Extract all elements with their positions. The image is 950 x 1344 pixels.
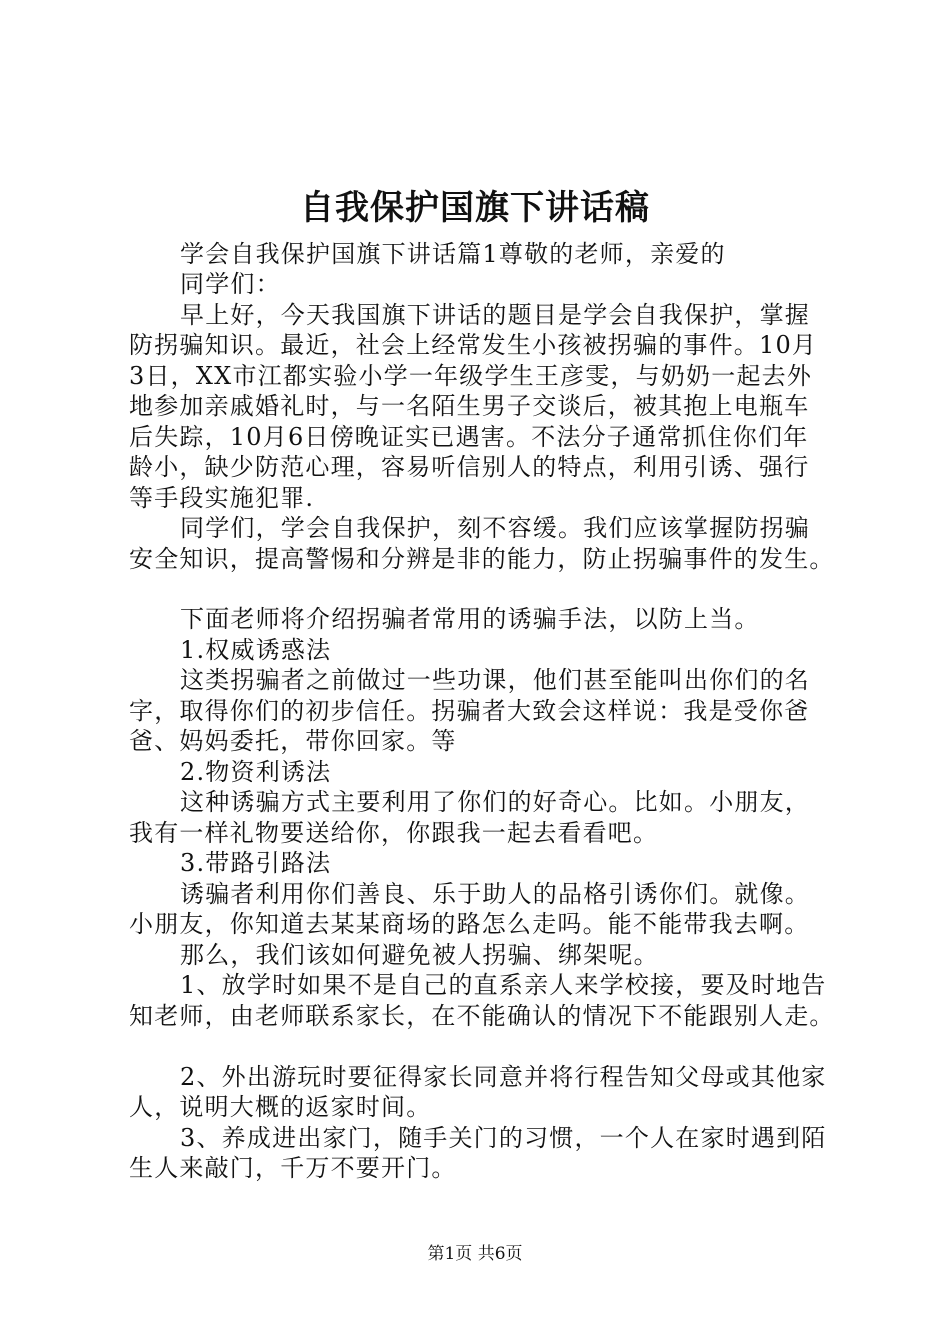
body-line: 爸、妈妈委托，带你回家。等 bbox=[129, 727, 457, 755]
body-line: 1、放学时如果不是自己的直系亲人来学校接，要及时地告 bbox=[180, 971, 827, 999]
body-line: 早上好，今天我国旗下讲话的题目是学会自我保护，掌握 bbox=[180, 301, 810, 329]
body-line: 同学们，学会自我保护，刻不容缓。我们应该掌握防拐骗 bbox=[180, 514, 810, 542]
section-heading: 3.带路引路法 bbox=[180, 849, 332, 877]
page-footer: 第1页 共6页 bbox=[427, 1244, 523, 1264]
document-title: 自我保护国旗下讲话稿 bbox=[300, 188, 650, 228]
body-line: 知老师，由老师联系家长，在不能确认的情况下不能跟别人走。 bbox=[129, 1002, 835, 1030]
body-line: 下面老师将介绍拐骗者常用的诱骗手法，以防上当。 bbox=[180, 605, 760, 633]
body-line: 生人来敲门，千万不要开门。 bbox=[129, 1154, 457, 1182]
body-line: 这种诱骗方式主要利用了你们的好奇心。比如。小朋友， bbox=[180, 788, 810, 816]
body-line: 学会自我保护国旗下讲话篇1尊敬的老师，亲爱的 bbox=[180, 240, 726, 268]
body-line: 人，说明大概的返家时间。 bbox=[129, 1093, 432, 1121]
body-line: 诱骗者利用你们善良、乐于助人的品格引诱你们。就像。 bbox=[180, 880, 810, 908]
body-line: 地参加亲戚婚礼时，与一名陌生男子交谈后，被其抱上电瓶车 bbox=[129, 392, 810, 420]
body-line: 3日，XX市江都实验小学一年级学生王彦雯，与奶奶一起去外 bbox=[129, 362, 813, 390]
body-line: 小朋友，你知道去某某商场的路怎么走吗。能不能带我去啊。 bbox=[129, 910, 810, 938]
body-line: 后失踪，10月6日傍晚证实已遇害。不法分子通常抓住你们年 bbox=[129, 423, 809, 451]
body-line: 3、养成进出家门，随手关门的习惯，一个人在家时遇到陌 bbox=[180, 1124, 827, 1152]
body-line: 2、外出游玩时要征得家长同意并将行程告知父母或其他家 bbox=[180, 1063, 827, 1091]
body-line: 龄小，缺少防范心理，容易听信别人的特点，利用引诱、强行 bbox=[129, 453, 810, 481]
body-line: 那么，我们该如何避免被人拐骗、绑架呢。 bbox=[180, 941, 659, 969]
body-line: 字，取得你们的初步信任。拐骗者大致会这样说：我是受你爸 bbox=[129, 697, 810, 725]
body-line: 防拐骗知识。最近，社会上经常发生小孩被拐骗的事件。10月 bbox=[129, 331, 818, 359]
body-line: 这类拐骗者之前做过一些功课，他们甚至能叫出你们的名 bbox=[180, 666, 810, 694]
section-heading: 2.物资利诱法 bbox=[180, 758, 332, 786]
body-line: 我有一样礼物要送给你，你跟我一起去看看吧。 bbox=[129, 819, 659, 847]
body-line: 同学们： bbox=[180, 270, 281, 298]
body-line: 等手段实施犯罪. bbox=[129, 484, 315, 512]
body-line: 安全知识，提高警惕和分辨是非的能力，防止拐骗事件的发生。 bbox=[129, 545, 835, 573]
section-heading: 1.权威诱惑法 bbox=[180, 636, 332, 664]
